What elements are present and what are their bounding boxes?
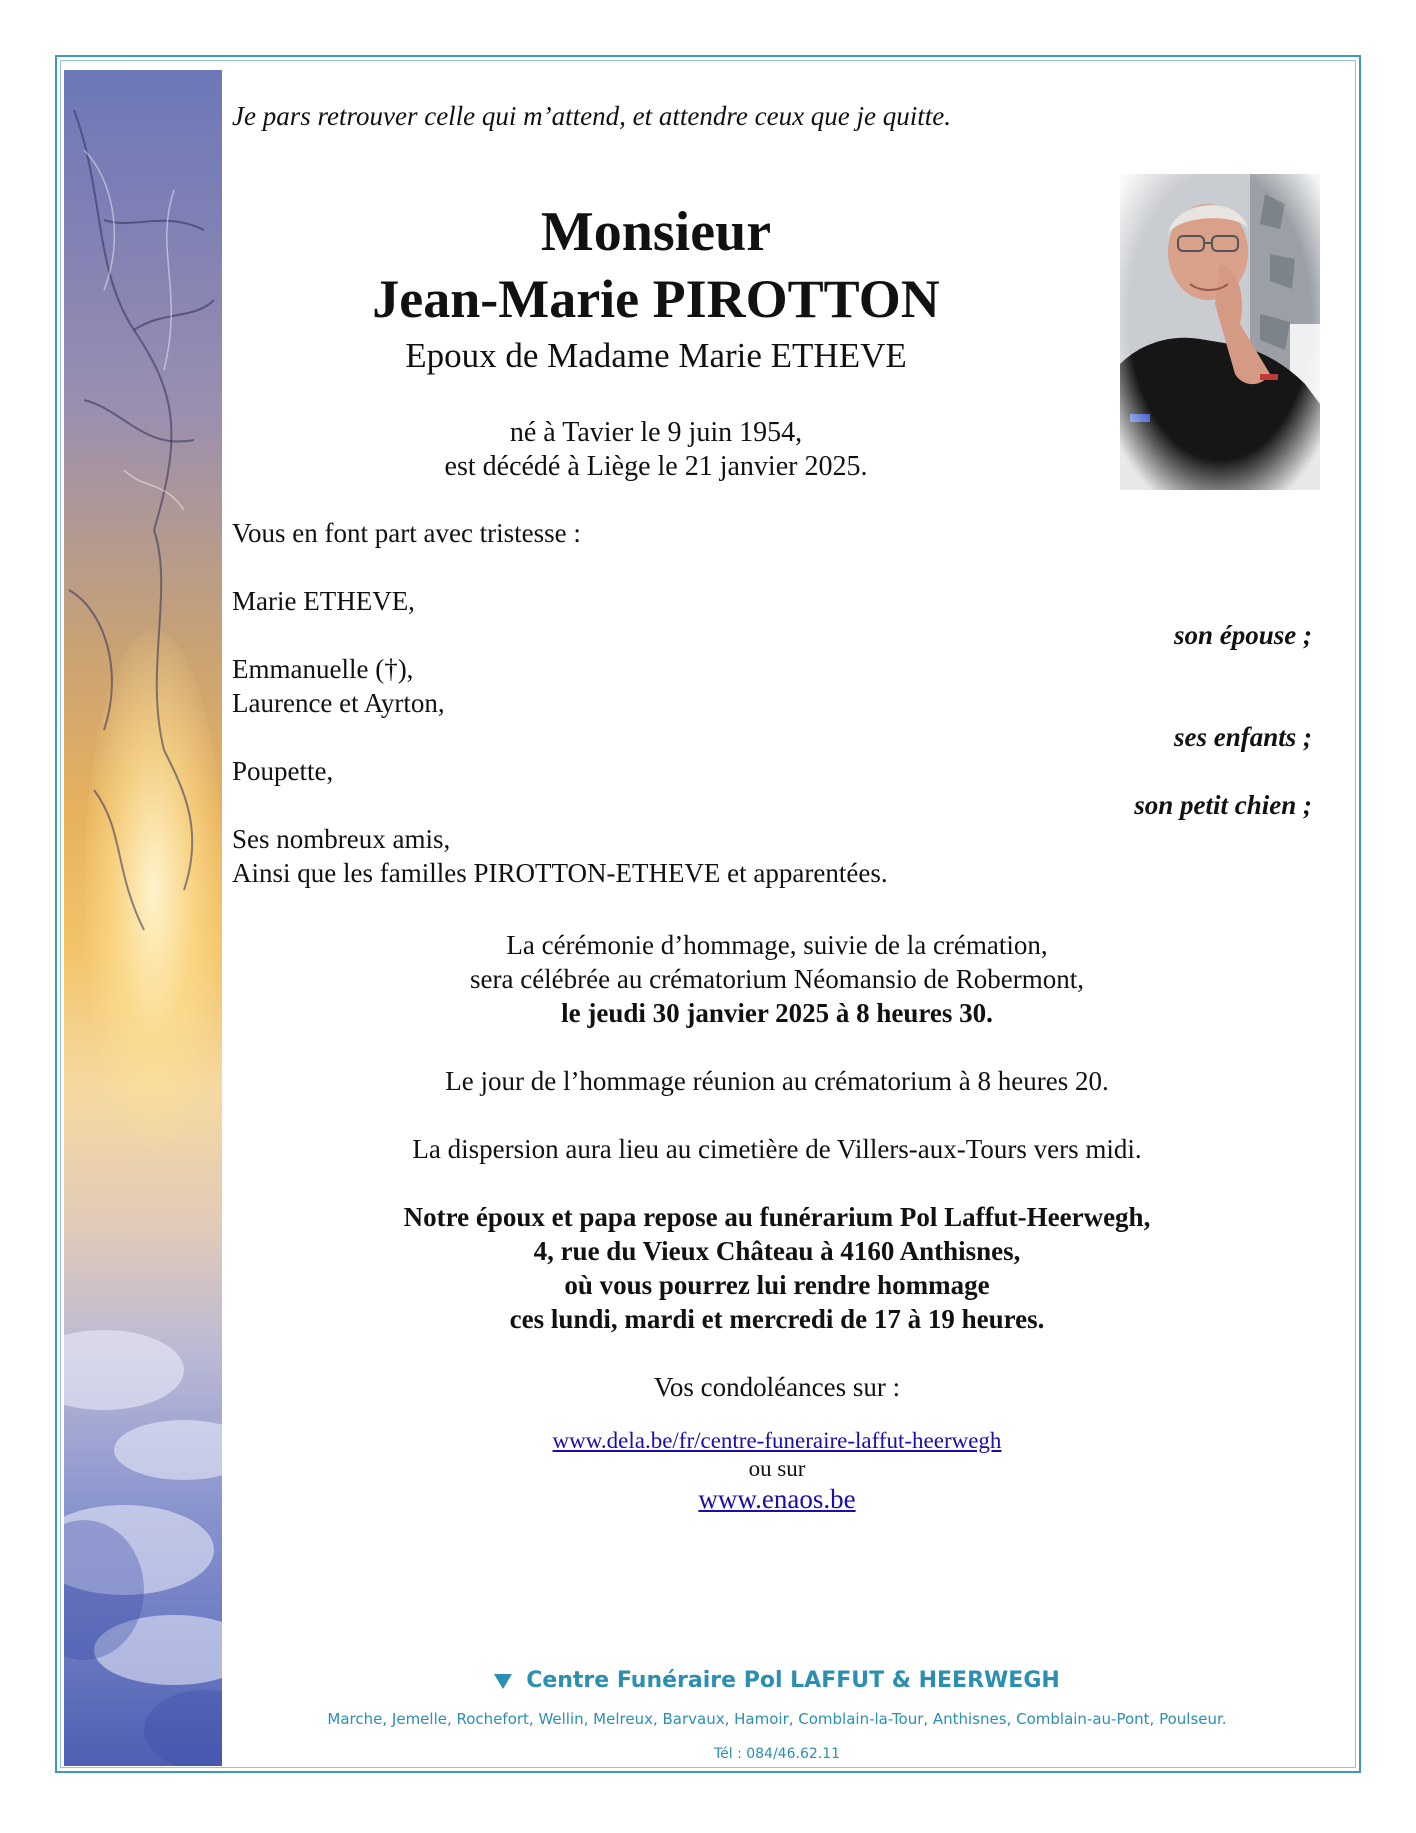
spouse-line: Epoux de Madame Marie ETHEVE <box>405 336 907 375</box>
funeral-home-phone: Tél : 084/46.62.11 <box>713 1746 841 1762</box>
family-child-2: Laurence et Ayrton, <box>232 688 445 718</box>
portrait-image <box>1120 174 1320 490</box>
decorative-winter-strip <box>64 70 222 1766</box>
announcement-intro: Vous en font part avec tristesse : <box>232 518 581 548</box>
ceremony-line-1: La cérémonie d’hommage, suivie de la crémation, <box>506 930 1048 960</box>
meeting-time: Le jour de l’hommage réunion au crématorium à 8 heures 20. <box>445 1066 1109 1096</box>
family-child-1: Emmanuelle (†), <box>232 654 414 684</box>
family-friends: Ses nombreux amis, <box>232 824 451 854</box>
ceremony-line-2: sera célébrée au crématorium Néomansio de Robermont, <box>470 964 1084 994</box>
death-line: est décédé à Liège le 21 janvier 2025. <box>444 451 868 482</box>
funeral-home-name <box>232 1668 1322 1693</box>
funeral-home-locations: Marche, Jemelle, Rochefort, Wellin, Melreux, Barvaux, Hamoir, Comblain-la-Tour, Anthisnes, Comblain-au-Pont, Poulseur. <box>327 1710 1227 1728</box>
repose-line-4: ces lundi, mardi et mercredi de 17 à 19 heures. <box>509 1304 1045 1334</box>
epigraph-quote: Je pars retrouver celle qui m’attend, et attendre ceux que je quitte. <box>232 101 952 131</box>
salutation: Monsieur <box>540 201 772 263</box>
family-spouse-name: Marie ETHEVE, <box>232 586 415 616</box>
triangle-down-icon <box>494 1674 512 1689</box>
funeral-home-label: Centre Funéraire Pol LAFFUT & HEERWEGH <box>526 1668 1060 1693</box>
family-children-role: ses enfants ; <box>1173 722 1312 752</box>
family-list <box>232 584 1312 890</box>
family-relatives: Ainsi que les familles PIROTTON-ETHEVE et apparentées. <box>232 858 888 888</box>
frosted-branches-image <box>64 70 222 1766</box>
birth-line: né à Tavier le 9 juin 1954, <box>509 417 803 448</box>
deceased-name: Jean-Marie PIROTTON <box>372 269 940 329</box>
condolences-or: ou sur <box>748 1456 806 1481</box>
condolences-link-dela[interactable]: www.dela.be/fr/centre-funeraire-laffut-heerwegh <box>552 1428 1002 1453</box>
dispersion-info: La dispersion aura lieu au cimetière de Villers-aux-Tours vers midi. <box>412 1134 1142 1164</box>
repose-line-1: Notre époux et papa repose au funérarium Pol Laffut-Heerwegh, <box>403 1202 1151 1232</box>
family-dog-role: son petit chien ; <box>1134 790 1312 820</box>
ceremony-section <box>232 928 1322 1516</box>
condolences-label: Vos condoléances sur : <box>653 1372 901 1402</box>
repose-line-2: 4, rue du Vieux Château à 4160 Anthisnes, <box>533 1236 1021 1266</box>
portrait-photo <box>1120 174 1320 490</box>
ceremony-date: le jeudi 30 janvier 2025 à 8 heures 30. <box>561 998 993 1028</box>
family-dog-name: Poupette, <box>232 756 334 786</box>
family-spouse-role: son épouse ; <box>1173 620 1312 650</box>
life-dates <box>232 416 1080 484</box>
condolences-link-enaos[interactable]: www.enaos.be <box>698 1484 856 1514</box>
repose-line-3: où vous pourrez lui rendre hommage <box>564 1270 990 1300</box>
